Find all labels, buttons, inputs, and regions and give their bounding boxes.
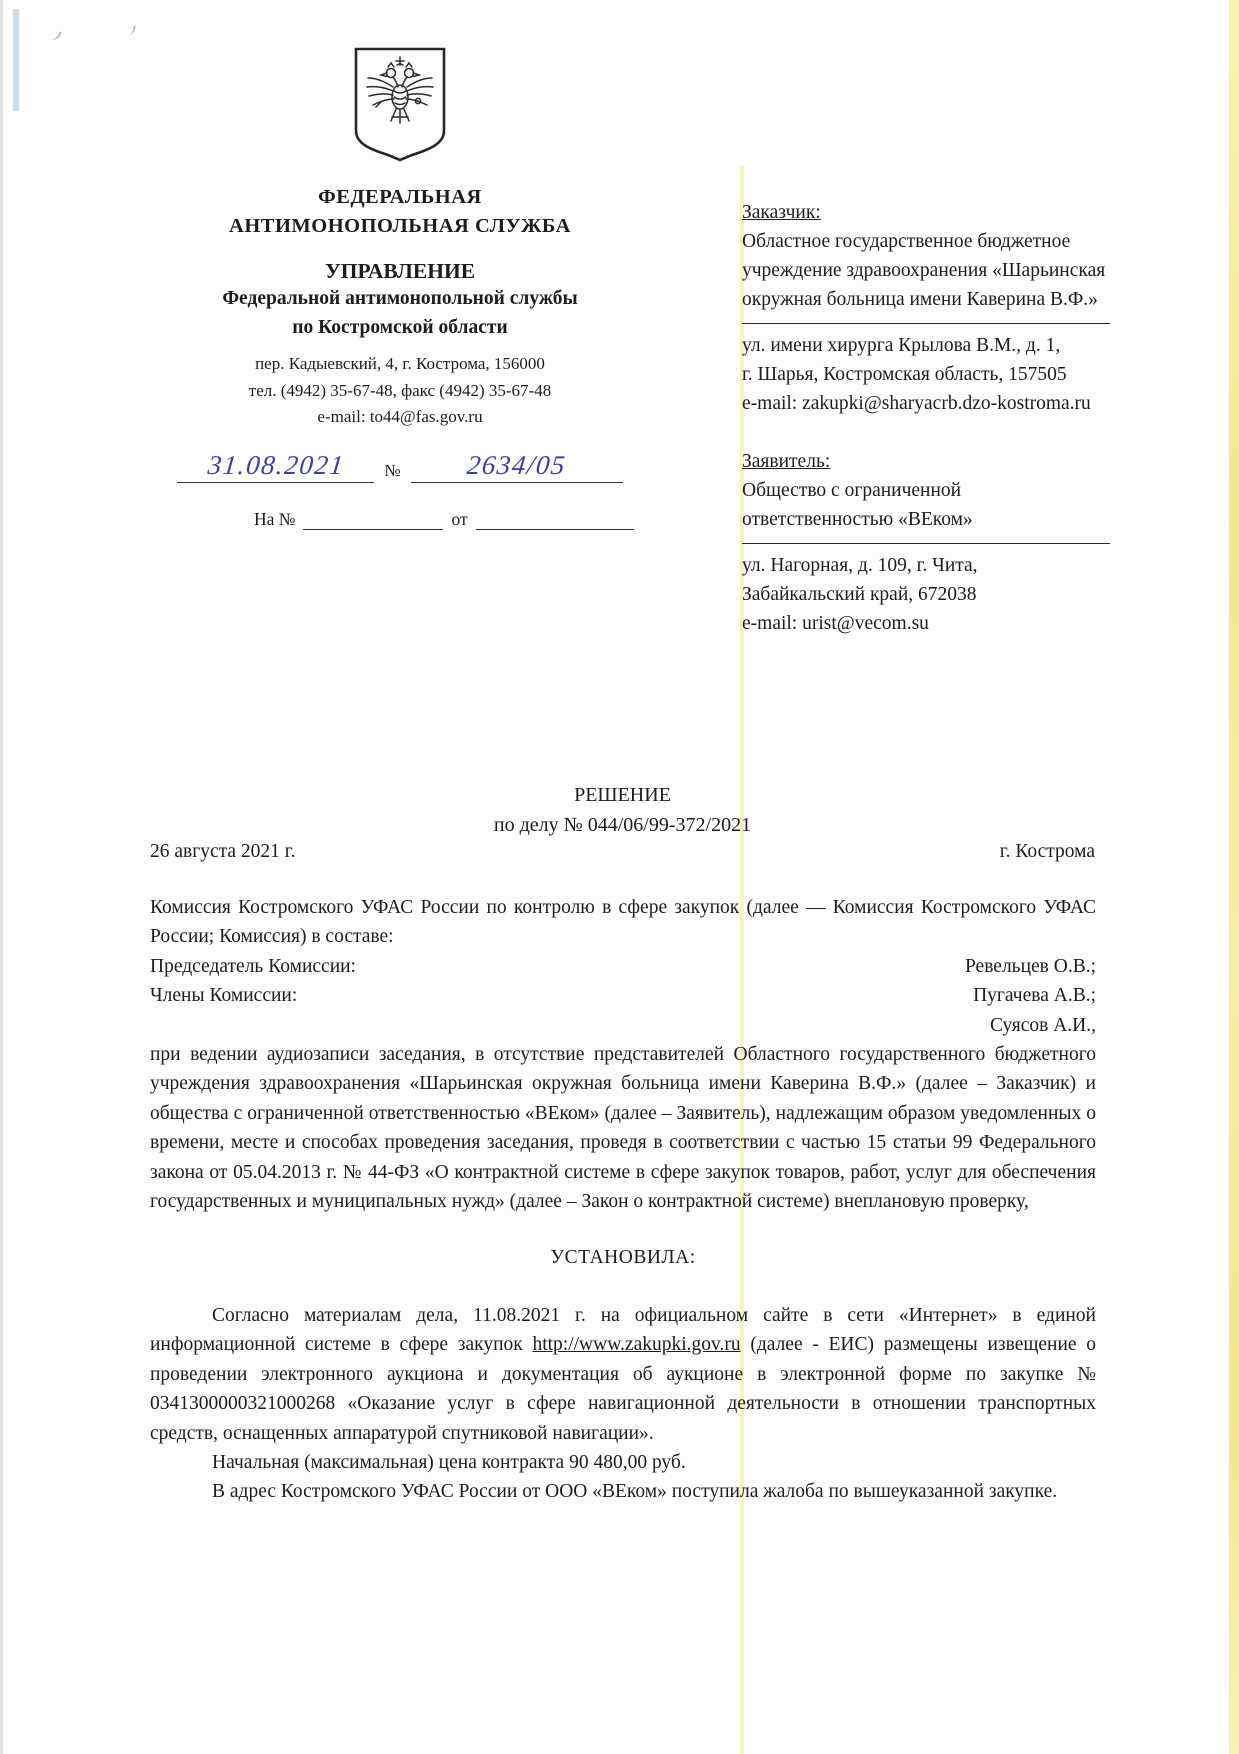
paragraph-contract-price: Начальная (максимальная) цена контракта 90 480,00 руб.: [212, 1451, 686, 1473]
handwritten-number: 2634/05: [465, 449, 568, 480]
case-number-line: по делу № 044/06/99-372/2021: [493, 813, 752, 836]
paragraph-facts: [150, 1301, 1096, 1448]
letterhead-email: e-mail: to44@fas.gov.ru: [317, 407, 483, 426]
commission-row: [150, 952, 1096, 981]
commission-row: [150, 981, 1096, 1010]
number-sign: №: [384, 460, 401, 480]
customer-address-line2: г. Шарья, Костромская область, 157505: [742, 364, 1067, 385]
decision-title-block: [150, 781, 1095, 840]
ref-number-blank: [303, 509, 443, 530]
letterhead: [150, 45, 650, 530]
addressees-block: [742, 198, 1114, 638]
handwritten-date: 31.08.2021: [206, 449, 346, 480]
divider-line: [742, 543, 1110, 544]
letterhead-phone: тел. (4942) 35-67-48, факс (4942) 35-67-48: [248, 380, 552, 400]
commission-role: Члены Комиссии:: [150, 985, 298, 1007]
commission-role: Председатель Комиссии:: [150, 955, 356, 977]
org-name-line2: АНТИМОНОПОЛЬНАЯ СЛУЖБА: [229, 215, 571, 237]
customer-address-line1: ул. имени хирурга Крылова В.М., д. 1,: [742, 335, 1061, 356]
dept-line1: УПРАВЛЕНИЕ: [324, 259, 476, 283]
decision-place: г. Кострома: [999, 841, 1095, 862]
commission-member: Ревельцев О.В.;: [964, 955, 1096, 977]
facts-text-before-link: Согласно материалам дела, 11.08.2021 г. на официальном сайте в сети «Интернет» в единой информационной системе в сфере закупок: [150, 1304, 1096, 1356]
decision-title: РЕШЕНИЕ: [574, 784, 671, 806]
ref-prefix: На №: [254, 508, 296, 529]
ref-date-blank: [476, 509, 634, 530]
decision-body: [150, 893, 1096, 1507]
dept-line3: по Костромской области: [292, 316, 508, 338]
established-heading: УСТАНОВИЛА:: [550, 1247, 696, 1269]
paragraph-complaint: В адрес Костромского УФАС России от ООО «ВЕком» поступила жалоба по вышеуказанной закупке.: [212, 1481, 1058, 1503]
yellow-edge-stripe: [1229, 0, 1239, 1754]
coat-of-arms-icon: [348, 45, 452, 163]
scan-smudge: [125, 25, 136, 35]
ref-from-label: от: [451, 508, 468, 529]
applicant-address-line2: Забайкальский край, 672038: [742, 584, 977, 605]
applicant-address-line1: ул. Нагорная, д. 109, г. Чита,: [742, 555, 978, 576]
scan-smudge: [48, 29, 61, 43]
commission-member: Суясов А.И.,: [989, 1014, 1096, 1036]
outgoing-number-row: [150, 439, 650, 483]
customer-name: Областное государственное бюджетное учреждение здравоохранения «Шарьинская окружная больница имени Каверина В.Ф.»: [742, 231, 1106, 310]
applicant-label: Заявитель:: [742, 451, 831, 472]
commission-row: [150, 1011, 1096, 1040]
applicant-name: Общество с ограниченной ответственностью «ВЕком»: [742, 480, 973, 530]
zakupki-link: http://www.zakupki.gov.ru: [532, 1334, 741, 1356]
dept-line2: Федеральной антимонопольной службы: [222, 288, 578, 309]
reference-number-row: [254, 509, 650, 530]
date-place-row: [150, 841, 1095, 863]
customer-label: Заказчик:: [742, 202, 821, 223]
applicant-email: e-mail: urist@vecom.su: [742, 613, 929, 634]
customer-email: e-mail: zakupki@sharyacrb.dzo-kostroma.ru: [742, 393, 1091, 414]
paragraph-commission-intro: Комиссия Костромского УФАС России по контролю в сфере закупок (далее — Комиссия Костромского УФАС России; Комиссия) в составе:: [150, 897, 1096, 948]
decision-date: 26 августа 2021 г.: [150, 841, 296, 862]
divider-line: [742, 323, 1110, 324]
facts-text-after-link: (далее - ЕИС) размещены извещение о проведении электронного аукциона и документация об аукционе в электронной форме по закупке № 0341300000321000268 «Оказание услуг в сфере навигационной деятельности в отношении транспортных средств, оснащенных аппаратурой спутниковой навигации».: [150, 1334, 1096, 1444]
commission-member: Пугачева А.В.;: [973, 985, 1096, 1007]
blue-scan-artifact: [13, 9, 19, 111]
paragraph-procedure: при ведении аудиозаписи заседания, в отсутствие представителей Областного государственного бюджетного учреждения здравоохранения «Шарьинская окружная больница имени Каверина В.Ф.» (далее – Заказчик) и общества с ограниченной ответственностью «ВЕком» (далее – Заявитель), надлежащим образом уведомленных о времени, месте и способах проведения заседания, проведя в соответствии с частью 15 статьи 99 Федерального закона от 05.04.2013 г. № 44-ФЗ «О контрактной системе в сфере закупок товаров, работ, услуг для обеспечения государственных и муниципальных нужд» (далее – Закон о контрактной системе) внеплановую проверку,: [150, 1044, 1096, 1213]
scan-edge-shadow: [0, 0, 3, 1754]
letterhead-address: пер. Кадыевский, 4, г. Кострома, 156000: [255, 354, 545, 373]
org-name-line1: ФЕДЕРАЛЬНАЯ: [318, 186, 482, 208]
